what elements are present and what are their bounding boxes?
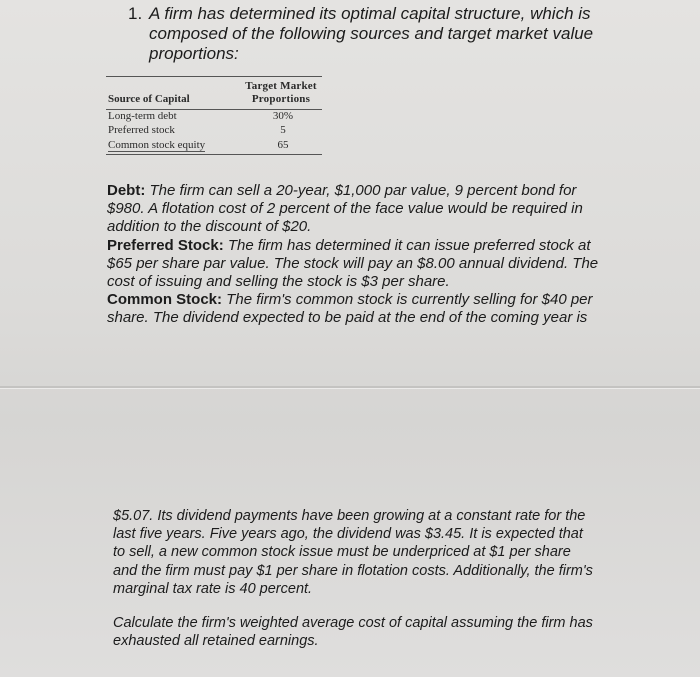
- proportion-cell: 5: [280, 124, 286, 136]
- common-label: Common Stock:: [107, 291, 223, 309]
- debt-line: $980. A flotation cost of 2 percent of the face value would be required in: [107, 200, 583, 218]
- common-line: [107, 291, 652, 309]
- table-row: [108, 110, 322, 125]
- intro-line: composed of the following sources and target market value: [149, 24, 594, 43]
- debt-line: [107, 182, 652, 200]
- continuation-line: marginal tax rate is 40 percent.: [113, 580, 313, 597]
- table-row: [108, 124, 322, 139]
- continuation-line: to sell, a new common stock issue must be underpriced at $1 per share: [113, 544, 571, 561]
- common-line: share. The dividend expected to be paid at the end of the coming year is: [107, 309, 588, 327]
- task-paragraph: [113, 614, 653, 650]
- cost-components-paragraph: [107, 182, 652, 328]
- preferred-line: [107, 237, 652, 255]
- question-heading: [128, 4, 608, 64]
- table-row: [108, 139, 322, 154]
- task-line: exhausted all retained earnings.: [113, 633, 319, 650]
- source-cell: Preferred stock: [108, 124, 175, 136]
- preferred-line: cost of issuing and selling the stock is $3 per share.: [107, 273, 450, 291]
- question-intro: [128, 4, 608, 64]
- question-number: 1.: [128, 4, 143, 23]
- page-fold-divider: [0, 386, 700, 388]
- source-column-header: Source of Capital: [108, 93, 190, 105]
- task-line: Calculate the firm's weighted average cost of capital assuming the firm has: [113, 615, 593, 631]
- proportion-cell: 65: [277, 139, 289, 151]
- proportion-cell: 30%: [272, 110, 294, 122]
- continuation-line: and the firm must pay $1 per share in flotation costs. Additionally, the firm's: [113, 562, 593, 579]
- common-text: The firm's common stock is currently selling for $40 per: [222, 291, 593, 309]
- source-cell: Long-term debt: [108, 110, 177, 122]
- continuation-paragraph: [113, 507, 653, 598]
- source-cell: Common stock equity: [108, 139, 206, 151]
- preferred-line: $65 per share par value. The stock will pay an $8.00 annual dividend. The: [107, 254, 599, 272]
- table-bottom-rule: [106, 154, 322, 155]
- debt-label: Debt:: [107, 182, 146, 199]
- continuation-line: last five years. Five years ago, the dividend was $3.45. It is expected that: [113, 526, 583, 543]
- proportions-column-header: [240, 80, 322, 106]
- column-header-line: Proportions: [251, 93, 311, 105]
- column-header-line: Target Market: [245, 80, 317, 92]
- debt-line: addition to the discount of $20.: [107, 218, 312, 236]
- table-top-rule: [106, 76, 322, 77]
- debt-text: The firm can sell a 20-year, $1,000 par value, 9 percent bond for: [145, 182, 577, 199]
- preferred-label: Preferred Stock:: [107, 236, 224, 254]
- preferred-text: The firm has determined it can issue preferred stock at: [223, 236, 591, 254]
- intro-line: A firm has determined its optimal capital structure, which is: [149, 4, 591, 23]
- continuation-line: $5.07. Its dividend payments have been growing at a constant rate for the: [113, 508, 586, 524]
- intro-line: proportions:: [149, 44, 239, 63]
